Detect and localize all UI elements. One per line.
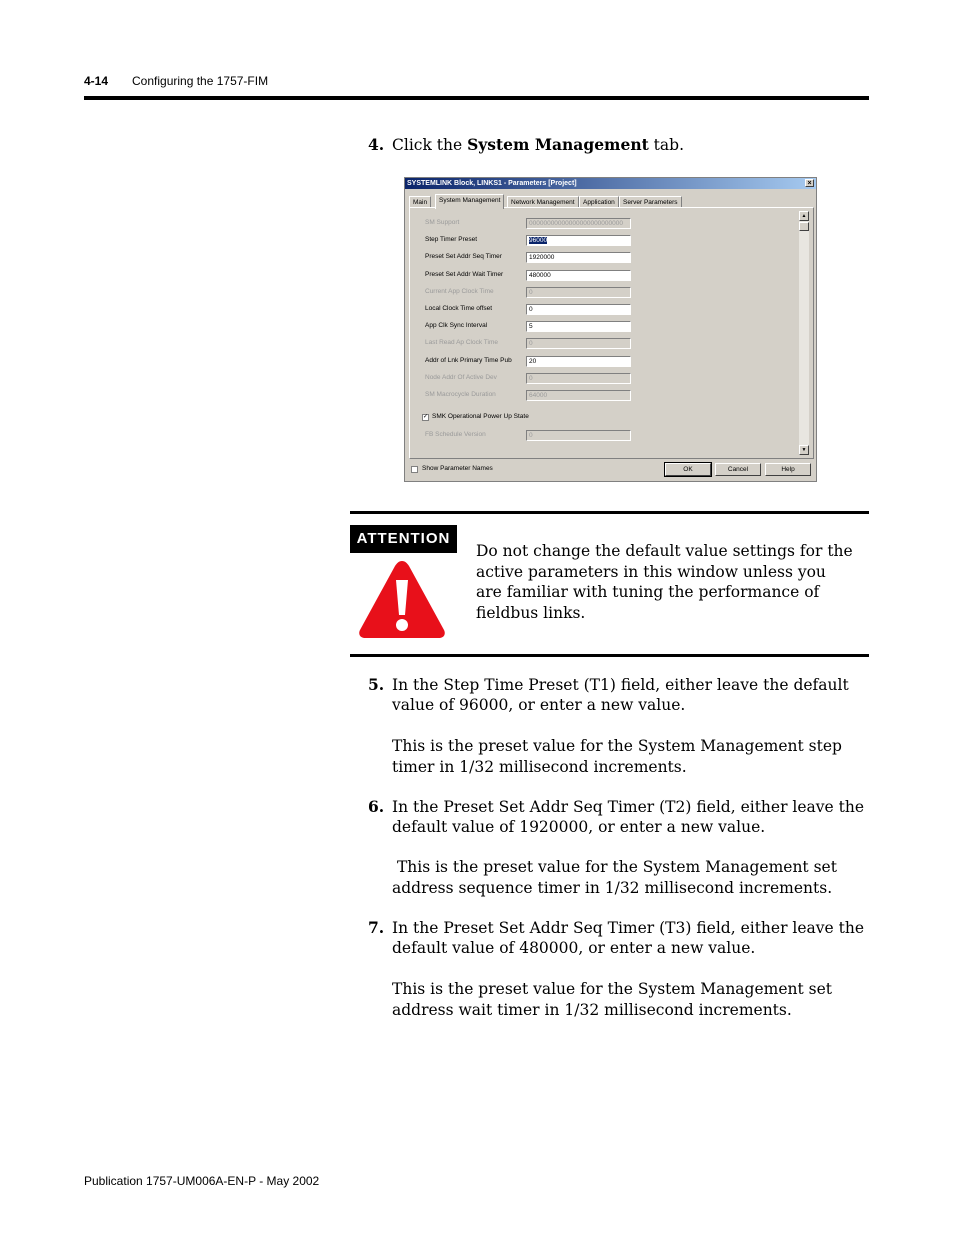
- step-4-number: 4.: [368, 135, 385, 154]
- param-label: Preset Set Addr Seq Timer: [425, 253, 502, 261]
- param-label: Step Timer Preset: [425, 236, 478, 244]
- scroll-up-icon[interactable]: ▲: [799, 211, 809, 221]
- tab-main[interactable]: Main: [409, 196, 431, 208]
- step-6: [0, 797, 954, 839]
- param-value: 0: [529, 374, 533, 382]
- param-field[interactable]: [526, 252, 631, 263]
- cancel-button[interactable]: Cancel: [715, 463, 761, 476]
- close-icon[interactable]: ×: [805, 179, 814, 187]
- param-label: Addr of Lnk Primary Time Pub: [425, 356, 512, 364]
- param-value: 1920000: [529, 254, 555, 262]
- attention-bottom-rule: [350, 654, 869, 657]
- attention-text: Do not change the default value settings for the active parameters in this window unless you are familiar with tuning the performance of fieldbus links.: [476, 542, 853, 622]
- chapter-title: Configuring the 1757-FIM: [132, 74, 269, 88]
- scroll-down-icon[interactable]: ▼: [799, 445, 809, 455]
- publication-footer: Publication 1757-UM006A-EN-P - May 2002: [84, 1174, 320, 1188]
- param-field[interactable]: [526, 287, 631, 298]
- param-label: Current App Clock Time: [425, 287, 494, 295]
- param-value: 0: [529, 306, 533, 313]
- step-6-text: In the Preset Set Addr Seq Timer (T2) field, either leave the default value of 1920000, or enter a new value.: [392, 798, 865, 836]
- tab-network-management[interactable]: Network Management: [507, 196, 579, 208]
- header-rule: [84, 96, 869, 100]
- param-value: 64000: [529, 392, 548, 399]
- param-field-fb-schedule-version[interactable]: 0: [526, 430, 631, 441]
- step-5-detail: This is the preset value for the System Management step timer in 1/32 millisecond increments.: [392, 737, 842, 776]
- smk-power-up-checkbox[interactable]: ✓: [423, 414, 429, 420]
- page-number: 4-14: [84, 74, 109, 88]
- help-button[interactable]: Help: [765, 463, 811, 476]
- param-label: SM Macrocycle Duration: [425, 391, 496, 398]
- step-7-text: In the Preset Set Addr Seq Timer (T3) field, either leave the default value of 480000, or enter a new value.: [392, 919, 865, 957]
- param-value: 5: [529, 323, 533, 331]
- param-label-fb-schedule-version: FB Schedule Version: [425, 431, 486, 438]
- param-field[interactable]: [526, 390, 631, 401]
- attention-label: ATTENTION: [350, 525, 457, 553]
- tab-system-management[interactable]: System Management: [435, 194, 504, 209]
- step-7-number: 7.: [368, 918, 385, 937]
- param-label: SM Support: [425, 219, 460, 226]
- smk-power-up-label: SMK Operational Power Up State: [432, 413, 529, 420]
- param-label: Local Clock Time offset: [425, 305, 493, 312]
- param-label: App Clk Sync Interval: [425, 322, 488, 330]
- param-field[interactable]: [526, 321, 631, 332]
- param-field[interactable]: [526, 304, 631, 315]
- step-5: [0, 675, 954, 717]
- step-4-bold: System Management: [467, 135, 649, 154]
- param-label: Last Read Ap Clock Time: [425, 339, 498, 347]
- scroll-thumb[interactable]: [799, 222, 809, 231]
- tab-server-parameters[interactable]: Server Parameters: [619, 196, 682, 208]
- show-names-label: Show Parameter Names: [422, 465, 493, 472]
- step-6-detail: This is the preset value for the System Management set address sequence timer in 1/32 millisecond increments.: [392, 858, 842, 897]
- param-field[interactable]: [526, 270, 631, 281]
- param-value: 0: [529, 340, 533, 348]
- step-5-number: 5.: [368, 675, 385, 694]
- param-field[interactable]: [526, 218, 631, 229]
- step-7-detail: This is the preset value for the System Management set address wait timer in 1/32 millisecond increments.: [392, 980, 833, 1019]
- step-4: [0, 135, 954, 157]
- step-7: [0, 918, 954, 960]
- dialog-title: SYSTEMLINK Block, LINKS1 - Parameters [Project]: [407, 180, 577, 187]
- param-field[interactable]: [526, 235, 631, 246]
- attention-top-rule: [350, 511, 869, 514]
- tab-application[interactable]: Application: [579, 196, 619, 208]
- param-field[interactable]: [526, 373, 631, 384]
- parameters-dialog: [404, 177, 817, 482]
- param-value: 480000: [529, 271, 551, 279]
- step-6-number: 6.: [368, 797, 385, 816]
- show-names-checkbox[interactable]: [411, 466, 418, 473]
- param-label: Preset Set Addr Wait Timer: [425, 270, 504, 278]
- step-4-text: Click the System Management tab.: [392, 135, 684, 154]
- step-5-text: In the Step Time Preset (T1) field, either leave the default value of 96000, or enter a new value.: [392, 676, 849, 714]
- dialog-title-bar: [405, 178, 816, 189]
- param-field[interactable]: [526, 338, 631, 349]
- param-value: 96000: [529, 237, 548, 245]
- warning-triangle-icon: [357, 558, 447, 640]
- param-value: 0: [529, 288, 533, 296]
- vertical-scrollbar[interactable]: [799, 211, 809, 455]
- param-value: 20: [529, 357, 537, 365]
- param-label: Node Addr Of Active Dev: [425, 373, 497, 381]
- ok-button[interactable]: OK: [665, 463, 711, 476]
- parameters-panel: [409, 207, 814, 459]
- param-field[interactable]: [526, 356, 631, 367]
- param-value: 00000000000000000000000000: [529, 220, 623, 227]
